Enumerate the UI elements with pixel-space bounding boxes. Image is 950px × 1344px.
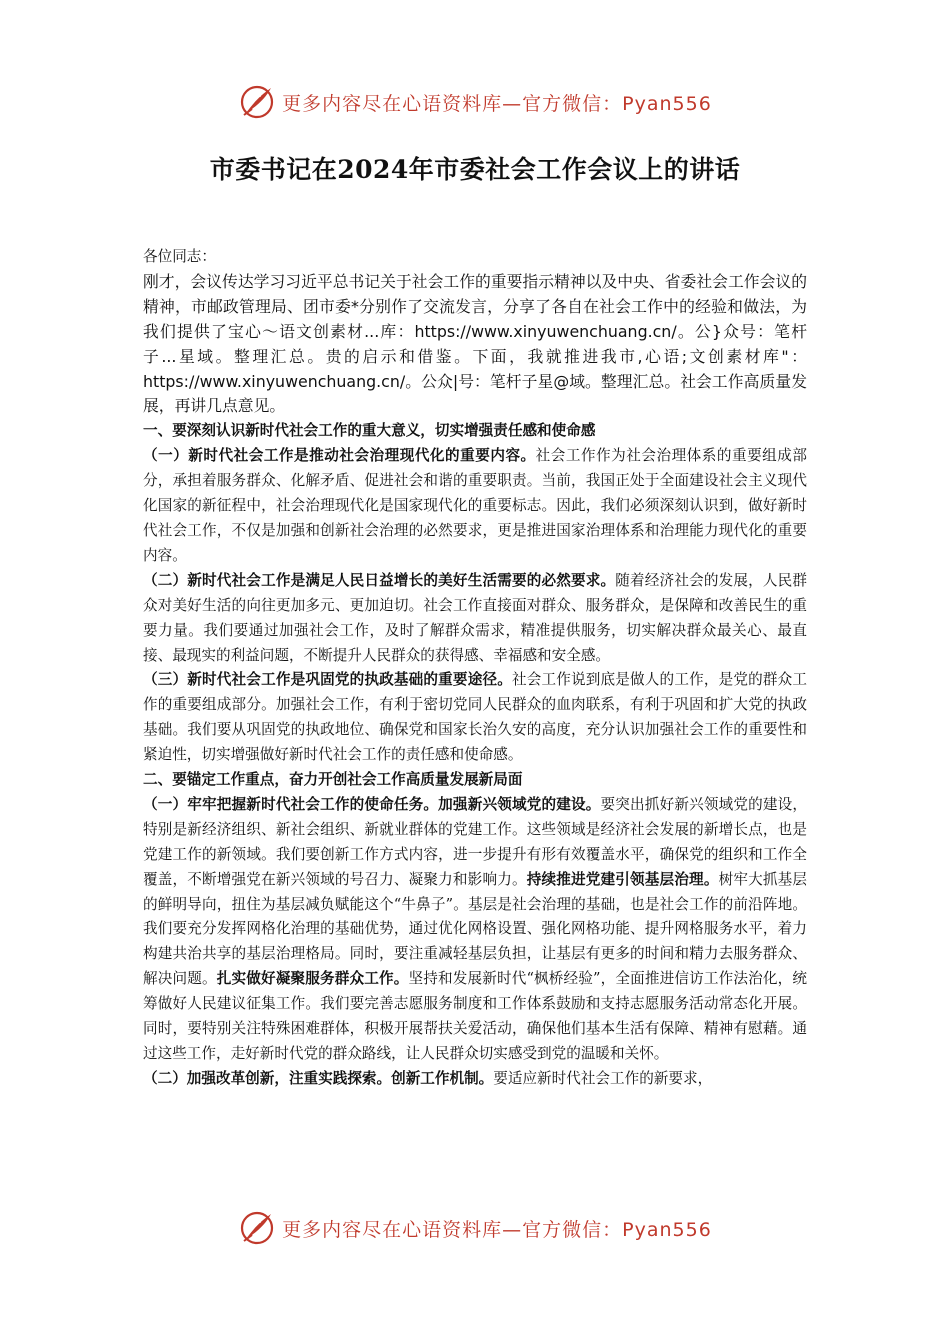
banner-text: 更多内容尽在心语资料库—官方微信：Pyan556 [282,92,712,115]
greeting: 各位同志： [143,248,216,265]
section-2-p1-body-c: 坚持和发展新时代“枫桥经验”，全面推进信访工作法治化，统筹做好人民建议征集工作。我们要完善志愿服务制度和工作体系鼓励和支持志愿服务活动常态化开展。同时，要特别关注特殊困难群体，积极开展帮扶关爱活动，确保他们基本生活有保障、精神有慰藉。通过这些工作，走好新时代党的群众路线，让人民群众切实感受到党的温暖和关怀。 [143,970,807,1062]
document-body [143,245,807,1092]
section-2-p1-body-a: 要突出抓好新兴领域党的建设，特别是新经济组织、新社会组织、新就业群体的党建工作。这些领域是经济社会发展的新增长点，也是党建工作的新领域。我们要创新工作方式内容，进一步提升有形有效覆盖水平，确保党的组织和工作全覆盖，不断增强党在新兴领域的号召力、凝聚力和影响力。 [143,795,807,888]
section-1-heading: 一、要深刻认识新时代社会工作的重大意义，切实增强责任感和使命感 [143,422,596,440]
section-1-paragraph-1 [143,444,807,569]
section-2-p1-lead-b: 持续推进党建引领基层治理。 [526,870,719,888]
document-title: 市委书记在2024年市委社会工作会议上的讲话 [209,155,741,184]
section-2-paragraph-2 [143,1067,807,1092]
footer-watermark-banner [0,1208,950,1248]
section-1-paragraph-3 [143,668,807,768]
section-1-p1-body: 社会工作作为社会治理体系的重要组成部分，承担着服务群众、化解矛盾、促进社会和谐的重要职责。当前，我国正处于全面建设社会主义现代化国家的新征程中，社会治理现代化是国家现代化的重要标志。因此，我们必须深刻认识到，做好新时代社会工作，不仅是加强和创新社会治理的必然要求，更是推进国家治理体系和治理能力现代化的重要内容。 [143,447,807,564]
section-1-p2-lead: （二）新时代社会工作是满足人民日益增长的美好生活需要的必然要求。 [143,571,616,589]
section-1-p1-lead: （一）新时代社会工作是推动社会治理现代化的重要内容。 [143,447,536,465]
section-2-paragraph-1 [143,793,807,1067]
section-2-p2-body: 要适应新时代社会工作的新要求， [493,1069,713,1087]
intro-paragraph: 刚才，会议传达学习习近平总书记关于社会工作的重要指示精神以及中央、省委社会工作会议的精神，市邮政管理局、团市委*分别作了交流发言，分享了各自在社会工作中的经验和做法，为我们提供了宝心～语文创素材...库：https://www.xinyuwenchuang.cn/。公}众号：笔杆子...星域。整理汇总。贵的启示和借鉴。下面，我就推进我市,心语;文创素材库"：https://www.xinyuwenchuang.cn/。公众|号：笔杆子星@域。整理汇总。社会工作高质量发展，再讲几点意见。 [143,271,807,416]
section-1-p3-lead: （三）新时代社会工作是巩固党的执政基础的重要途径。 [143,671,512,689]
banner-text: 更多内容尽在心语资料库—官方微信：Pyan556 [282,1218,712,1241]
quill-logo-icon [238,83,276,121]
section-2-p1-body-b: 树牢大抓基层的鲜明导向，扭住为基层减负赋能这个“牛鼻子”。基层是社会治理的基础，也是社会工作的前沿阵地。我们要充分发挥网格化治理的基础优势，通过优化网格设置、强化网格功能、提升网格服务水平，着力构建共治共享的基层治理格局。同时，要注重减轻基层负担，让基层有更多的时间和精力去服务群众、解决问题。 [143,870,807,988]
quill-logo-icon [238,1209,276,1247]
section-2-p1-lead-c: 扎实做好凝聚服务群众工作。 [216,970,409,988]
section-2-heading: 二、要锚定工作重点，奋力开创社会工作高质量发展新局面 [143,771,523,789]
section-2-p2-lead: （二）加强改革创新，注重实践探索。创新工作机制。 [143,1069,494,1087]
section-1-paragraph-2 [143,569,807,669]
section-1-p2-body: 随着经济社会的发展，人民群众对美好生活的向往更加多元、更加迫切。社会工作直接面对群众、服务群众，是保障和改善民生的重要力量。我们要通过加强社会工作，及时了解群众需求，精准提供服务，切实解决群众最关心、最直接、最现实的利益问题，不断提升人民群众的获得感、幸福感和安全感。 [143,571,807,664]
section-1-p3-body: 社会工作说到底是做人的工作，是党的群众工作的重要组成部分。加强社会工作，有利于密切党同人民群众的血肉联系，有利于巩固和扩大党的执政基础。我们要从巩固党的执政地位、确保党和国家长治久安的高度，充分认识加强社会工作的重要性和紧迫性，切实增强做好新时代社会工作的责任感和使命感。 [143,671,807,764]
section-2-p1-lead: （一）牢牢把握新时代社会工作的使命任务。加强新兴领域党的建设。 [143,795,601,813]
header-watermark-banner [0,82,950,122]
